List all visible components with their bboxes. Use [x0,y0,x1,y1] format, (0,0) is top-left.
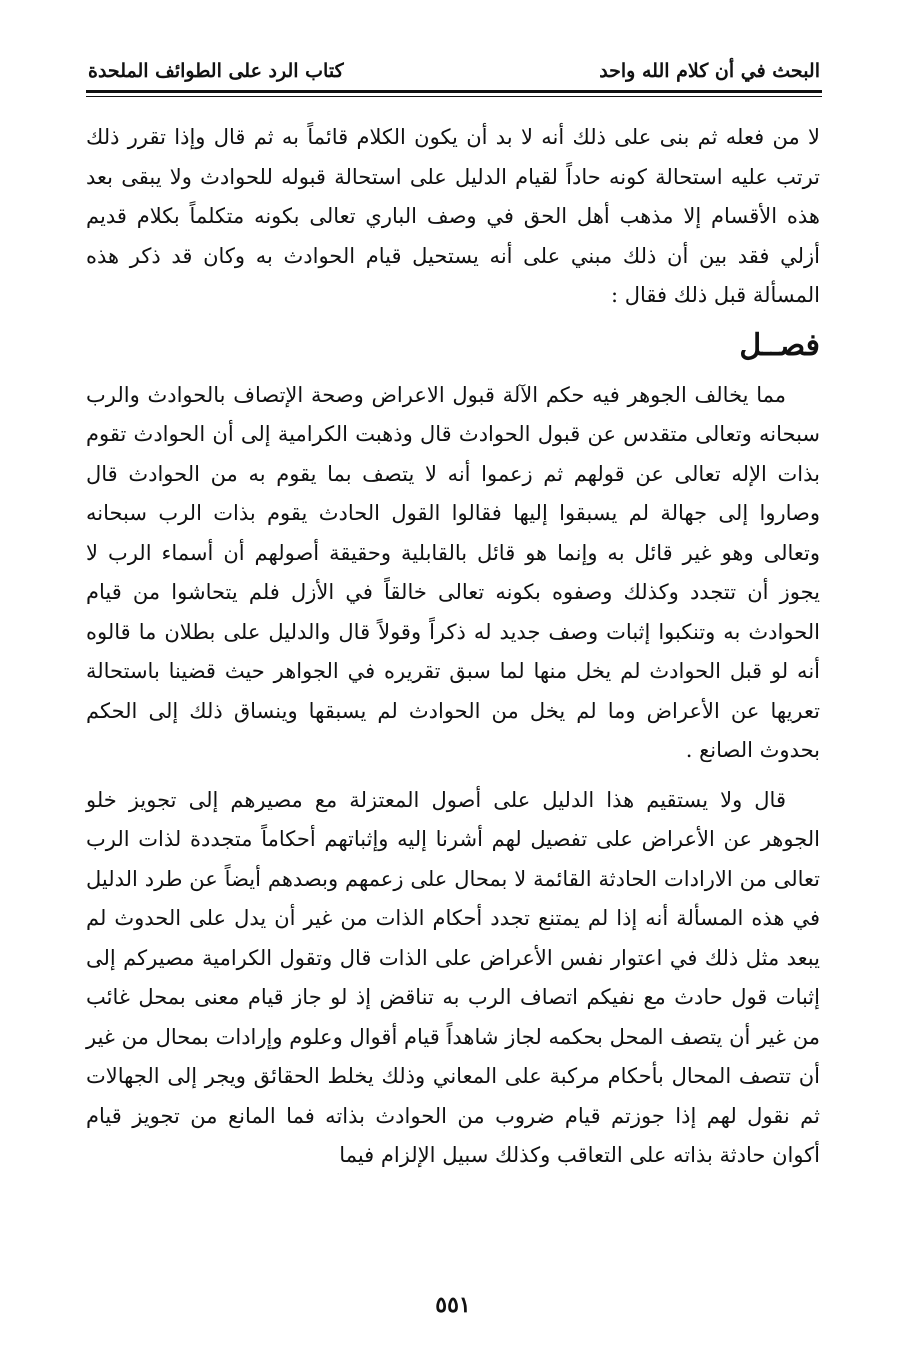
paragraph-intro: لا من فعله ثم بنى على ذلك أنه لا بد أن يكون الكلام قائماً به ثم قال وإذا تقرر ذلك ترتب عليه استحالة كونه حاداً لقيام الدليل على استحالة قبوله للحوادث ولا يبقى بعد هذه الأقسام إلا مذهب أهل الحق في وصف الباري تعالى بكونه متكلماً بكلام قديم أزلي فقد بين أن ذلك مبني على أنه يستحيل قيام الحوادث به وكان قد ذكر هذه المسألة قبل ذلك فقال : [86,125,820,307]
paragraph-section-2: قال ولا يستقيم هذا الدليل على أصول المعتزلة مع مصيرهم إلى تجويز خلو الجوهر عن الأعراض على تفصيل لهم أشرنا إليه وإثباتهم أحكاماً متجددة لذات الرب تعالى من الارادات الحادثة القائمة لا بمحال على زعمهم وبصدهم أيضاً عن طرد الدليل في هذه المسألة أنه إذا لم يمتنع تجدد أحكام الذات من غير أن يدل على الحدوث لم يبعد مثل ذلك في اعتوار نفس الأعراض على الذات قال وتقول الكرامية مصيركم إلى إثبات قول حادث مع نفيكم اتصاف الرب به تناقض إذ لو جاز قيام معنى بمحل غائب من غير أن يتصف المحل بحكمه لجاز شاهداً قيام أقوال وعلوم وإرادات بمحال من غير أن تتصف المحال بأحكام مركبة على المعاني وذلك يخلط الحقائق ويجر إلى الجهالات ثم نقول لهم إذا جوزتم قيام ضروب من الحوادث بذاته فما المانع من تجويز قيام أكوان حادثة بذاته على التعاقب وكذلك سبيل الإلزام فيما [86,787,821,1167]
header-rule-thin [86,96,822,97]
page-number: ٥٥١ [435,1292,471,1318]
page-body [86,118,820,1176]
running-header [88,52,820,82]
paragraph-spacer [86,771,820,781]
header-chapter-title: البحث في أن كلام الله واحد [599,60,820,82]
header-book-title: كتاب الرد على الطوائف الملحدة [88,60,344,82]
section-heading: فصــل [739,327,820,363]
paragraph-section-1: مما يخالف الجوهر فيه حكم الآلة قبول الاعراض وصحة الإتصاف بالحوادث والرب سبحانه وتعالى متقدس عن قبول الحوادث قال وذهبت الكرامية إلى أن الحوادث تقوم بذات الإله تعالى عن قولهم ثم زعموا أنه لا يتصف بما يقوم به من الحوادث قال وصاروا إلى جهالة لم يسبقوا إليها فقالوا القول الحادث يقوم بذات الرب سبحانه وتعالى وهو غير قائل به وإنما هو قائل بالقابلية وحقيقة أصولهم أن أسماء الرب لا يجوز أن تتجدد وكذلك وصفوه بكونه تعالى خالقاً في الأزل فلم يتحاشوا من قيام الحوادث به وتنكبوا إثبات وصف جديد له ذكراً وقولاً قال والدليل على بطلان ما قالوه أنه لو قبل الحوادث لم يخل منها لما سبق تقريره في الجواهر حيث قضينا باستحالة تعريها عن الأعراض وما لم يخل من الحوادث لم يسبقها وينساق ذلك إلى الحكم بحدوث الصانع . [86,382,820,762]
header-rule-thick [86,90,822,93]
